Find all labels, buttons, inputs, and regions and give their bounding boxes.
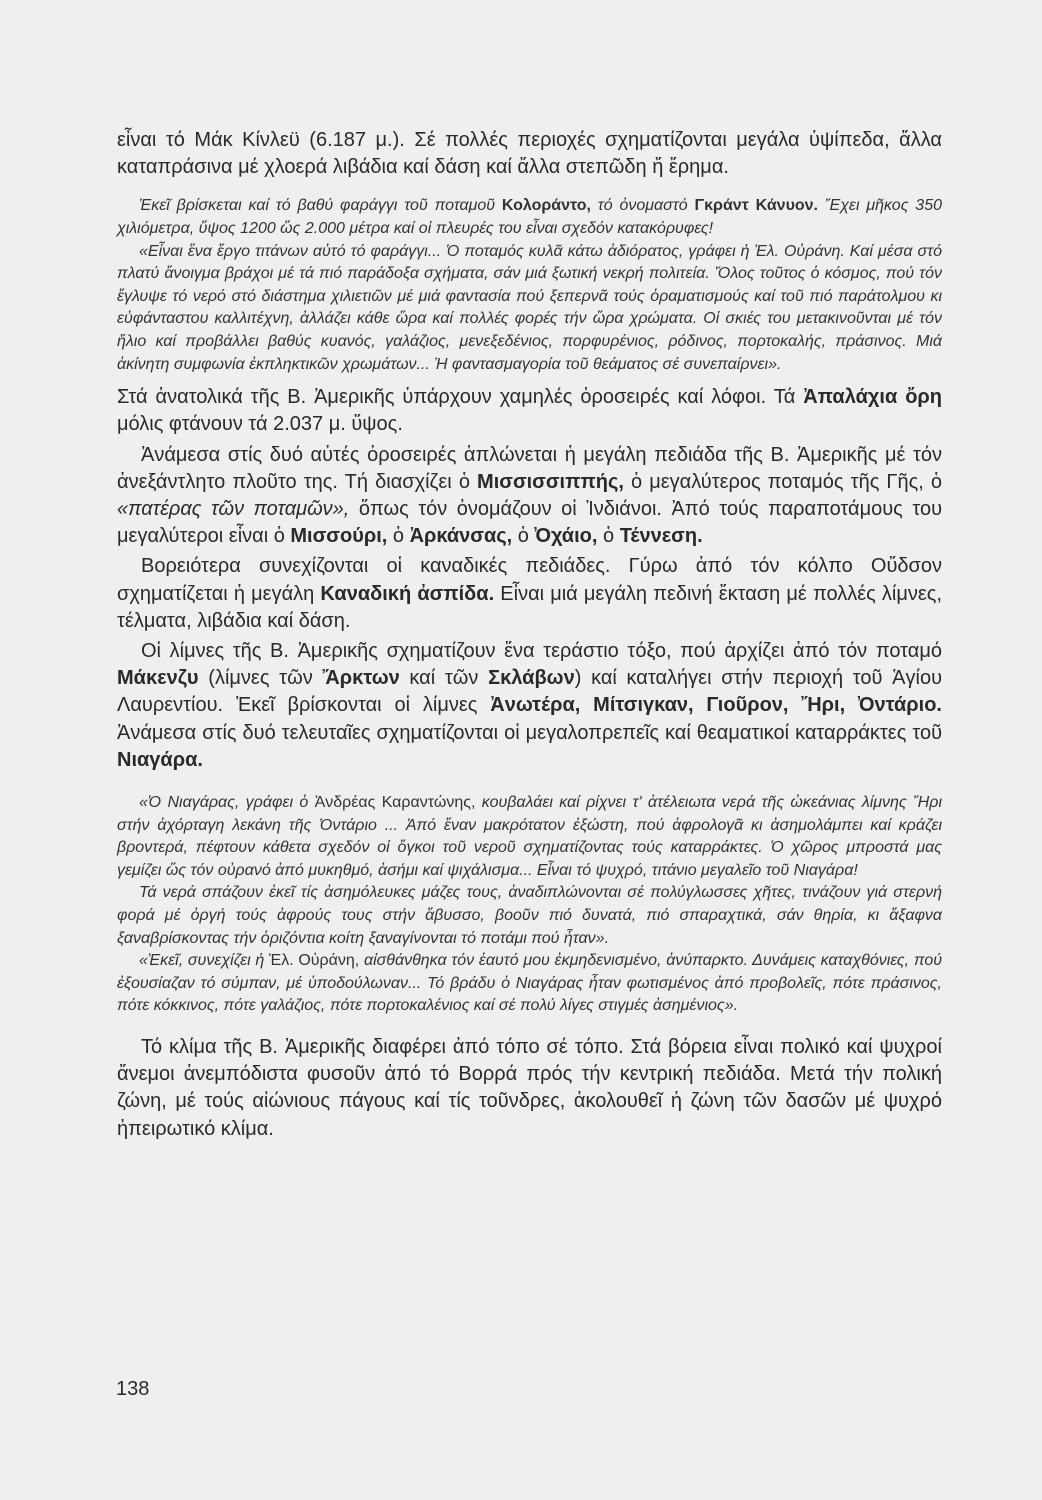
term-ohio: Ὀχάιο,	[534, 525, 598, 548]
appalachian-paragraph: Στά ἀνατολικά τῆς Β. Ἀμερικῆς ὑπάρχουν χαμηλές ὀροσειρές καί λόφοι. Τά Ἀπαλάχια ὄρη μόλις φτάνουν τά 2.037 μ. ὕψος.	[117, 386, 942, 436]
term-appalachian: Ἀπαλάχια ὄρη	[803, 386, 942, 409]
term-colorado: Κολοράντο,	[501, 197, 591, 215]
term-tennessee: Τέννεση.	[619, 525, 703, 548]
term-arktos: Ἄρκτων	[322, 667, 400, 690]
grand-canyon-description: Ἐκεῖ βρίσκεται καί τό βαθύ φαράγγι τοῦ ποταμοῦ Κολοράντο, τό ὀνομαστό Γκράντ Κάνυον. Ἔχει μῆκος 350 χιλιόμετρα, ὕψος 1200 ὥς 2.000 μέτρα καί οἱ πλευρές του εἶναι σχεδόν κατακόρυφες!	[117, 197, 943, 237]
author-karantonis: Ἀνδρέας Καραντώνης,	[314, 794, 476, 811]
intro-paragraph: εἶναι τό Μάκ Κίνλεϋ (6.187 μ.). Σέ πολλές περιοχές σχηματίζονται μεγάλα ὑψίπεδα, ἄλλα καταπράσινα μέ χλοερά λιβάδια καί δάση καί ἄλλα στεπῶδη ἤ ἔρημα.	[117, 129, 942, 179]
canadian-plains-paragraph: Βορειότερα συνεχίζονται οἱ καναδικές πεδιάδες. Γύρω ἀπό τόν κόλπο Οὔδσον σχηματίζεται ἡ μεγάλη Καναδική ἀσπίδα. Εἶναι μιά μεγάλη πεδινή ἔκταση μέ πολλές λίμνες, τέλματα, λιβάδια καί δάση.	[117, 555, 942, 632]
page-number: 138	[116, 1378, 150, 1400]
main-body	[117, 384, 942, 774]
author-urani: Ἑλ. Οὐράνη,	[268, 952, 360, 970]
term-mackenzie: Μάκενζυ	[117, 667, 199, 690]
lakes-paragraph: Οἱ λίμνες τῆς Β. Ἀμερικῆς σχηματίζουν ἕνα τεράστιο τόξο, πού ἀρχίζει ἀπό τόν ποταμό Μάκενζυ (λίμνες τῶν Ἄρκτων καί τῶν Σκλάβων) καί καταλήγει στήν περιοχή τοῦ Ἁγίου Λαυρεντίου. Ἐκεῖ βρίσκονται οἱ λίμνες Ἀνωτέρα, Μίτσιγκαν, Γιοῦρον, Ἤρι, Ὀντάριο. Ἀνάμεσα στίς δυό τελευταῖες σχηματίζονται οἱ μεγαλοπρεπεῖς καί θεαματικοί καταρράκτες τοῦ Νιαγάρα.	[117, 639, 943, 771]
term-niagara: Νιαγάρα.	[117, 748, 203, 771]
grand-canyon-quote	[117, 195, 942, 376]
term-missouri: Μισσούρι,	[290, 525, 388, 548]
term-mississippi: Μισσισσιππής,	[477, 470, 624, 493]
niagara-quote	[117, 792, 942, 1018]
term-canadian-shield: Καναδική ἀσπίδα.	[320, 582, 495, 605]
urani-quote: «Εἶναι ἕνα ἔργο τιτάνων αὐτό τό φαράγγι... Ὁ ποταμός κυλᾶ κάτω ἀδιόρατος, γράφει ἡ Ἑλ. Οὐράνη. Καί μέσα στό πλατύ ἄνοιγμα βράχοι μέ τά πιό παράδοξα σχήματα, σάν μιά ξωτική νεκρή πολιτεία. Ὅλος τοῦτος ὁ κόσμος, πού τόν ἔγλυψε τό νερό στό διάστημα χιλιετιῶν μέ μιά φαντασία πού ξεπερνᾶ τούς ὁραματισμούς καί τοῦ πιό παράτολμου κι εὐφάνταστου καλλιτέχνη, ἀλλάζει κάθε ὥρα καί πολλές φορές τήν ὥρα χρώματα. Οἱ σκιές του μετακινοῦνται μέ τόν ἥλιο καί προβάλλει βαθύς κυανός, γαλάζιος, μενεξεδένιος, πορφυρένιος, ρόδινος, πορτοκαλής, πράσινος. Μιά ἀκίνητη συμφωνία ἐκπληκτικῶν χρωμάτων... Ἡ φαντασμαγορία τοῦ θεάματος σέ συνεπαίρνει».	[117, 242, 942, 373]
term-arkansas: Ἀρκάνσας,	[409, 525, 513, 548]
plain-paragraph: Ἀνάμεσα στίς δυό αὐτές ὀροσειρές ἁπλώνεται ἡ μεγάλη πεδιάδα τῆς Β. Ἀμερικῆς μέ τόν ἀνεξάντλητο πλοῦτο της. Τή διασχίζει ὁ Μισσισσιππής, ὁ μεγαλύτερος ποταμός τῆς Γῆς, ὁ «πατέρας τῶν ποταμῶν», ὅπως τόν ὀνομάζουν οἱ Ἰνδιάνοι. Ἀπό τούς παραποτάμους του μεγαλύτεροι εἶναι ὁ Μισσούρι, ὁ Ἀρκάνσας, ὁ Ὀχάιο, ὁ Τέννεση.	[117, 443, 943, 548]
urani-niagara-quote: «Ἐκεῖ, συνεχίζει ἡ Ἑλ. Οὐράνη, αἰσθάνθηκα τόν ἑαυτό μου ἐκμηδενισμένο, ἀνύπαρκτο. Δυνάμεις καταχθόνιες, πού ἐξουσίαζαν τό σύμπαν, μέ ὑποδούλωναν... Τό βράδυ ὁ Νιαγάρας ἦταν φωτισμένος ἀπό προβολεῖς, πότε πράσινος, πότε κόκκινος, πότε γαλάζιος, πότε πορτοκαλένιος καί σέ πολύ λίγες στιγμές ἀσημένιος».	[117, 952, 943, 1015]
karantonis-quote: «Ὁ Νιαγάρας, γράφει ὁ Ἀνδρέας Καραντώνης, κουβαλάει καί ρίχνει τ' ἀτέλειωτα νερά τῆς ὠκεάνιας λίμνης Ἤρι στήν ἀχόρταγη λεκάνη τῆς Ὀντάριο ... Ἀπό ἕναν μακρότατον ἐξώστη, πού ἀφρολογᾶ κι ἀσημολάμπει καί κράζει βροντερά, πέφτουν κάθετα σχεδόν οἱ ὄγκοι τοῦ νεροῦ σχηματίζοντας τούς καταρράκτες. Ὁ χῶρος μπροστά μας γεμίζει ὥς τόν οὐρανό ἀπό μυκηθμό, ἀσήμι καί ψιχάλισμα... Εἶναι τό ψυχρό, τιτάνιο μεγαλεῖο τοῦ Νιαγάρα!	[117, 794, 943, 879]
climate-paragraph: Τό κλίμα τῆς Β. Ἀμερικῆς διαφέρει ἀπό τόπο σέ τόπο. Στά βόρεια εἶναι πολικό καί ψυχροί ἄνεμοι ἀνεμπόδιστα φυσοῦν ἀπό τό Βορρά πρός τήν κεντρική πεδιάδα. Μετά τήν πολική ζώνη, μέ τούς αἰώνιους πάγους καί τίς τοῦνδρες, ἀκολουθεῖ ἡ ζώνη τῶν δασῶν μέ ψυχρό ἠπειρωτικό κλίμα.	[117, 1035, 942, 1140]
karantonis-quote-continued: Τά νερά σπάζουν ἐκεῖ τίς ἀσημόλευκες μάζες τους, ἀναδιπλώνονται σέ πολύγλωσσες χῆτες, τινάζουν γιά στερνή φορά μέ ὀργή τούς ἀφρούς τους στήν ἄβυσσο, βοοῦν πιό δυνατά, πιό σπαραχτικά, σάν θηρία, κι ἄξαφνα ξαναβρίσκοντας τήν ὁριζόντια κοίτη ξαναγίνονται τό ποτάμι πού ἦταν».	[117, 884, 942, 947]
term-slaves: Σκλάβων	[488, 667, 575, 690]
term-grand-canyon: Γκράντ Κάνυον.	[694, 197, 818, 215]
term-great-lakes: Ἀνωτέρα, Μίτσιγκαν, Γιοῦρον, Ἤρι, Ὀντάριο.	[490, 694, 942, 717]
